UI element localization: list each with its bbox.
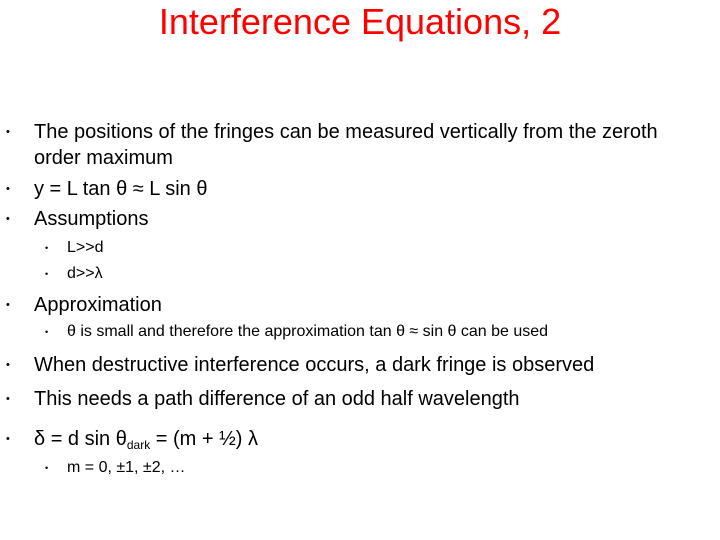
slide-title: Interference Equations, 2 (158, 1, 562, 42)
bullet-marker: • (6, 213, 10, 225)
sub-bullet-assume-1 (45, 238, 104, 258)
bullet-text: θ is small and therefore the approximation tan θ ≈ sin θ can be used (67, 323, 549, 340)
bullet-delta-equation (6, 426, 259, 452)
bullet-marker: • (6, 393, 10, 405)
bullet-fringes (6, 119, 674, 171)
bullet-marker: • (6, 183, 10, 195)
delta-equation-subscript: dark (126, 438, 151, 452)
bullet-marker: • (6, 359, 10, 371)
bullet-text: The positions of the fringes can be measured vertically from the zeroth order maximum (34, 121, 658, 169)
bullet-text: m = 0, ±1, ±2, … (67, 459, 186, 476)
sub-bullet-m-values (45, 458, 186, 478)
bullet-approximation (6, 292, 162, 318)
bullet-text: L>>d (67, 239, 104, 256)
bullet-marker: • (45, 269, 49, 279)
bullet-text: This needs a path difference of an odd half wavelength (34, 388, 520, 410)
bullet-text: y = L tan θ ≈ L sin θ (34, 178, 208, 200)
bullet-text: When destructive interference occurs, a dark fringe is observed (34, 354, 595, 376)
bullet-text: Assumptions (34, 208, 149, 230)
delta-equation-start: δ = d sin θ (34, 428, 127, 450)
bullet-marker: • (45, 327, 49, 337)
bullet-marker: • (6, 299, 10, 311)
bullet-marker: • (6, 433, 10, 445)
bullet-marker: • (45, 463, 49, 473)
bullet-path-difference (6, 386, 520, 412)
bullet-marker: • (6, 126, 10, 138)
bullet-destructive (6, 352, 595, 378)
bullet-text: Approximation (34, 294, 162, 316)
delta-equation-end: = (m + ½) λ (150, 428, 259, 450)
sub-bullet-approx-1 (45, 322, 549, 342)
bullet-y-equation (6, 176, 208, 202)
bullet-text: d>>λ (67, 265, 103, 282)
sub-bullet-assume-2 (45, 264, 103, 284)
bullet-assumptions (6, 206, 149, 232)
bullet-marker: • (45, 243, 49, 253)
